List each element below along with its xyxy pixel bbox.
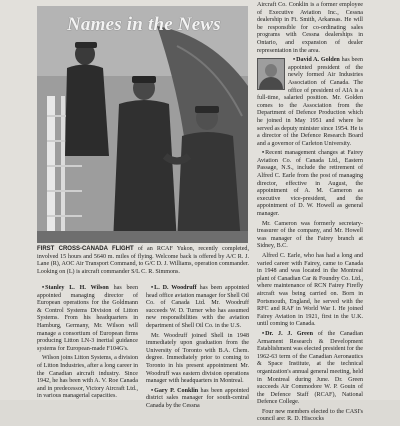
news-item bbox=[257, 2, 363, 55]
caption-text: of an RCAF Yukon, recently completed, involved 15 hours and 5640 m. miles of flying. Welcome back is offered by A/C R. J. Lane (R), AOC Air Transport Command, to G/C D. J. Williams, operation commander. Looking on (L) is aircraft commander S/L C. R. Simmons. bbox=[37, 246, 249, 275]
news-item bbox=[146, 285, 249, 331]
bullet-icon: • bbox=[151, 285, 154, 291]
bullet-icon: • bbox=[262, 330, 265, 337]
news-item bbox=[257, 331, 363, 407]
bullet-icon: • bbox=[151, 387, 154, 394]
news-item bbox=[146, 388, 249, 411]
portrait-photo bbox=[257, 58, 285, 90]
person-name: Dr. J. J. Green bbox=[265, 330, 313, 337]
photo-illustration bbox=[37, 6, 248, 243]
person-name: Gary P. Conklin bbox=[154, 387, 199, 394]
bullet-icon: • bbox=[262, 150, 265, 157]
item-text: Four new members elected to the CASI's council are: R. D. Hiscocks bbox=[257, 408, 363, 423]
item-text: of the Canadian Armament Research & Development Establishment was elected president for the 1962-63 term of the Canadian Aeronautics & Space Institute, at the technical organization's annual general meeting, held in Montreal during June. Dr. Green succeeds Air Commodore W. P. Gouin of the Defence Staff (RCAF), National Defence College. bbox=[257, 330, 363, 406]
news-item bbox=[257, 57, 363, 148]
news-item bbox=[257, 150, 363, 218]
news-item bbox=[146, 333, 249, 386]
item-text: has been appointed head office aviation manager for Shell Oil Co. of Canada Ltd. Mr. Woodruff succeeds W. D. Turner who has assumed new responsibilities with the aviation department of Shell Oil Co. in the U.S. bbox=[146, 285, 249, 329]
news-photo bbox=[37, 6, 248, 243]
item-text: Alfred C. Earle, who has had a long and varied career with Fairey, came to Canada in 1948 and was located in the Montreal plant of Canadian Car & Foundry Co. Ltd., where maintenance of RCN Fairey Firefly aircraft was being carried on. Born in Portsmouth, England, he served with the RFC and RAF in World War I. He joined Fairey Aviation in 1921, first in the U.K. until coming to Canada. bbox=[257, 253, 363, 328]
column-middle bbox=[146, 285, 249, 413]
item-text: has been appointed district sales manager for south-central Canada by the Cessna bbox=[146, 387, 249, 409]
item-text: has been appointed president of the newly formed Air Industries Association of Canada. The office of president of AIA is a full-time, salaried position. Mr. Golden comes to the Association from the Department of Defence Production which he joined in May 1951 and where he served as deputy minister since 1954. He is a director of the Defence Research Board and a governor of Carleton University. bbox=[257, 57, 363, 147]
news-item bbox=[37, 285, 138, 353]
item-text: Recent management changes at Fairey Aviation Co. of Canada Ltd., Eastern Passage, N.S., include the retirement of Alfred C. Earle from the post of managing director, effective in August, the appointment of A. M. Cameron as executive vice-president, and the appointment of D. W. Howell as general manager. bbox=[257, 150, 363, 218]
caption-lead: FIRST CROSS-CANADA FLIGHT bbox=[37, 246, 134, 252]
news-item bbox=[257, 409, 363, 424]
bullet-icon: • bbox=[293, 57, 296, 64]
column-left bbox=[37, 285, 138, 403]
photo-caption bbox=[37, 246, 249, 276]
column-right bbox=[257, 2, 363, 426]
item-text: has been appointed managing director of European operations for the Goldmann & Control Systems Division of Litton Systems. From his headquarters in Hamburg, Germany, Mr. Wilson will manage a consortium of European firms producing Litton LN-3 inertial guidance systems for European-made F104G's. bbox=[37, 285, 138, 352]
person-name: Stanley L. H. Wilson bbox=[45, 285, 109, 291]
bullet-icon: • bbox=[42, 285, 45, 291]
item-text: Mr. Cameron was formerly secretary-treasurer of the company, and Mr. Howell was manager of the Fairey branch at Sidney, B.C. bbox=[257, 220, 363, 250]
news-item bbox=[257, 253, 363, 329]
person-name: David A. Golden bbox=[296, 57, 340, 64]
news-item bbox=[37, 355, 138, 401]
news-item bbox=[257, 221, 363, 251]
headline: Names in the News bbox=[67, 14, 221, 35]
item-text: Aircraft Co. Conklin is a former employee of Executive Aviation Inc., Cessna dealership in Ft. Smith, Arkansas. He will be responsible for co-ordinating sales programs with Cessna dealerships in Ontario, and expansion of dealer representation in the area. bbox=[257, 2, 363, 54]
item-text: Wilson joins Litton Systems, a division of Litton Industries, after a long career in the Canadian aircraft industry. Since 1942, he has been with A. V. Roe Canada and in predecessor, Victory Aircraft Ltd., in various managerial capacities. bbox=[37, 355, 138, 400]
item-text: Mr. Woodruff joined Shell in 1948 immediately upon graduation from the University of Toronto with B.A. Chem. degree. Immediately prior to coming to Toronto in his present appointment Mr. Woodruff was eastern division operations manager with headquarters in Montreal. bbox=[146, 332, 249, 385]
person-name: L. D. Woodruff bbox=[154, 285, 197, 291]
